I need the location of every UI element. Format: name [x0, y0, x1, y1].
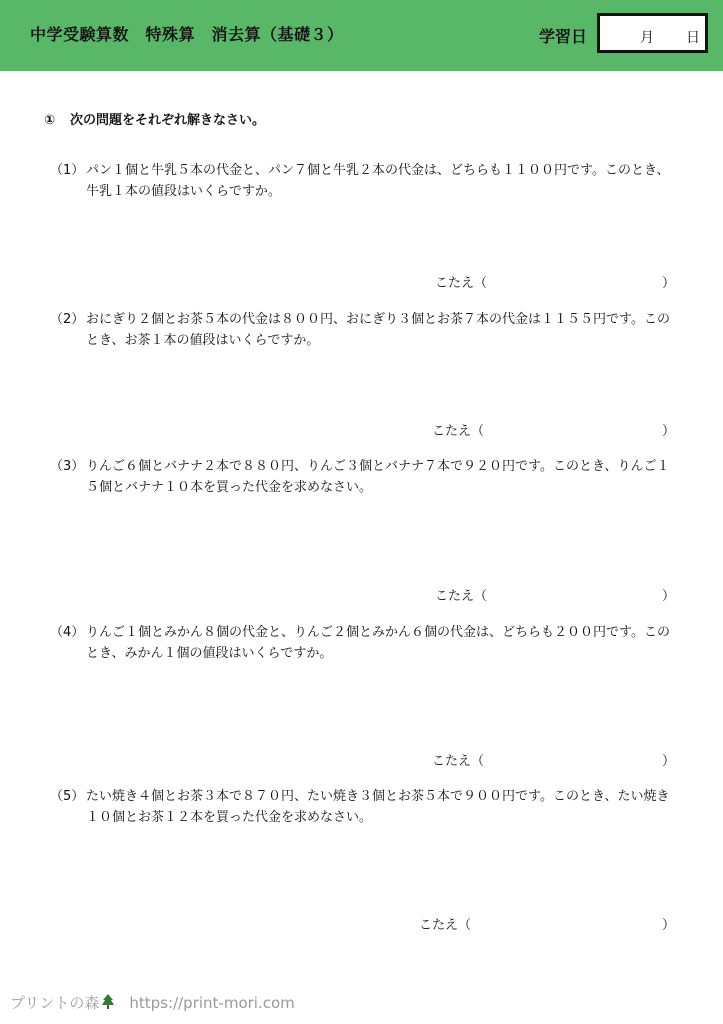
question-text: パン１個と牛乳５本の代金と、パン７個と牛乳２本の代金は、どちらも１１００円です。このとき、牛乳１本の値段はいくらですか。: [86, 163, 670, 199]
question-text: りんご１個とみかん８個の代金と、りんご２個とみかん６個の代金は、どちらも２００円です。このとき、みかん１個の値段はいくらですか。: [86, 625, 670, 661]
section-number: ①: [44, 113, 56, 128]
answer-close: ）: [662, 754, 676, 769]
footer-site-name: プリントの森: [10, 994, 100, 1012]
answer-close: ）: [662, 276, 676, 291]
question-number: （2）: [50, 312, 85, 327]
question-number: （5）: [50, 789, 85, 804]
answer-line-2[interactable]: [432, 420, 676, 439]
tree-icon: [101, 994, 115, 1014]
instruction-text: 次の問題をそれぞれ解きなさい。: [70, 113, 266, 128]
question-2: [50, 309, 680, 351]
footer: [10, 992, 295, 1014]
study-date-box[interactable]: [597, 13, 708, 53]
answer-close: ）: [662, 589, 676, 604]
answer-line-4[interactable]: [432, 750, 676, 769]
question-4: [50, 622, 680, 664]
day-label: 日: [686, 30, 700, 46]
answer-close: ）: [662, 424, 676, 439]
question-text: たい焼き４個とお茶３本で８７０円、たい焼き３個とお茶５本で９００円です。このとき、たい焼き１０個とお茶１２本を買った代金を求めなさい。: [86, 789, 670, 825]
footer-url[interactable]: https://print-mori.com: [129, 994, 295, 1012]
answer-label: こたえ（: [432, 754, 485, 769]
answer-label: こたえ（: [432, 424, 485, 439]
question-number: （3）: [50, 459, 85, 474]
question-number: （1）: [50, 163, 85, 178]
answer-label: こたえ（: [435, 589, 488, 604]
answer-close: ）: [662, 918, 676, 933]
answer-line-1[interactable]: [435, 272, 675, 291]
answer-line-3[interactable]: [435, 585, 675, 604]
study-date-label: 学習日: [539, 27, 588, 46]
page-title: 中学受験算数 特殊算 消去算（基礎３）: [30, 25, 344, 44]
question-text: おにぎり２個とお茶５本の代金は８００円、おにぎり３個とお茶７本の代金は１１５５円です。このとき、お茶１本の値段はいくらですか。: [86, 312, 670, 348]
answer-line-5[interactable]: [419, 914, 679, 933]
question-number: （4）: [50, 625, 85, 640]
question-3: [50, 456, 680, 498]
section-instruction: [44, 109, 265, 128]
header-bar: [0, 0, 723, 71]
month-label: 月: [640, 30, 654, 46]
question-5: [50, 786, 680, 828]
answer-label: こたえ（: [435, 276, 488, 291]
question-1: [50, 160, 680, 202]
answer-label: こたえ（: [419, 918, 472, 933]
question-text: りんご６個とバナナ２本で８８０円、りんご３個とバナナ７本で９２０円です。このとき、りんご１５個とバナナ１０本を買った代金を求めなさい。: [86, 459, 670, 495]
